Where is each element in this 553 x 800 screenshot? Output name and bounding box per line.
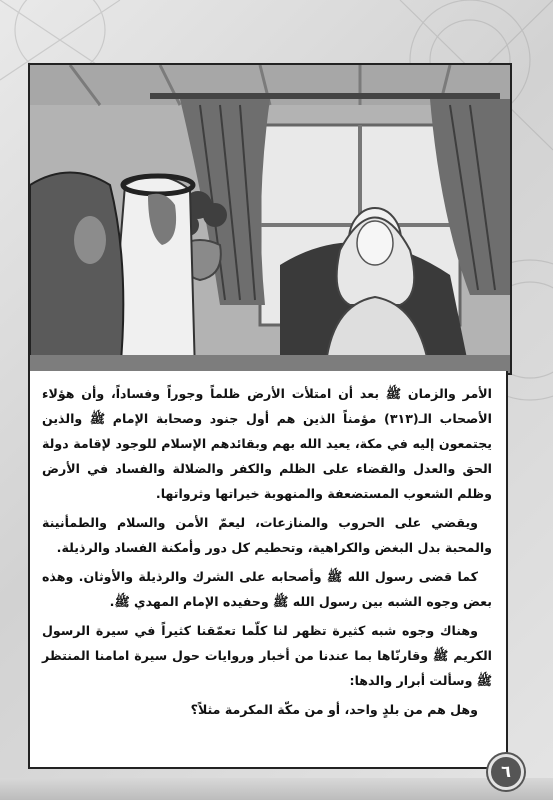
bottom-decoration (0, 778, 553, 800)
page-number-badge: ٦ (488, 754, 524, 790)
paragraph-5: وهل هم من بلدٍ واحد، أو من مكّة المكرمة مثلاً؟ (190, 702, 478, 717)
paragraph-1: الأمر والزمان ﷺ بعد أن امتلأت الأرض ظلماً وجوراً وفساداً، وأن هؤلاء الأصحاب الـ(٣١٣) مؤمناً الذين هم أول جنود وصحابة الإمام ﷺ والذين يجتمعون إليه في مكة، يعيد الله بهم وبقائدهم الإسلام للوجود لإقامة دولة الحق والعدل والقضاء على الظلم والكفر والضلالة والفساد في الأرض وظلم الشعوب المستضعفة والمنهوبة خيراتها وثرواتها. (42, 386, 492, 501)
story-text-panel (28, 371, 508, 769)
paragraph-2: ويقضي على الحروب والمنازعات، ليعمّ الأمن والسلام والطمأنينة والمحبة بدل البغض والكراهية، وتحطيم كل دور وأمكنة الفساد والرذيلة. (42, 515, 492, 555)
story-illustration (28, 63, 512, 375)
paragraph-4: وهناك وجوه شبه كثيرة تظهر لنا كلّما تعمّقنا كثيراً في سيرة الرسول الكريم ﷺ وقارنّاها بما عندنا من أخبار وروايات حول سيرة امامنا المنتظر ﷺ وسألت أبرار والدها: (42, 623, 492, 688)
paragraph-3: كما قضى رسول الله ﷺ وأصحابه على الشرك والرذيلة والأوثان. وهذه بعض وجوه الشبه بين رسول الله ﷺ وحفيده الإمام المهدي ﷺ. (42, 569, 492, 609)
